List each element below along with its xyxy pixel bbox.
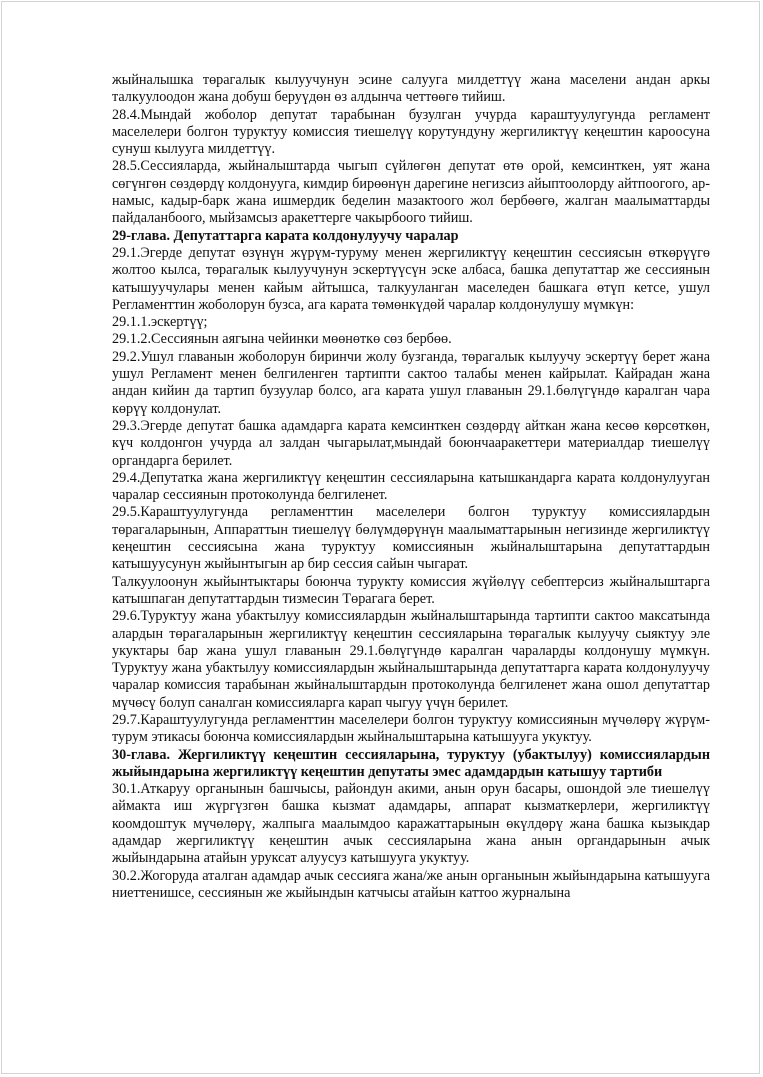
paragraph-28-4: 28.4.Мындай жоболор депутат тарабынан бузулган учурда караштуулугунда регламент маселелери болгон туруктуу комиссия тиешелүү корутундуну жергиликтүү кеңештин кароосуна сунуш кылууга милдеттүү. [112, 106, 710, 158]
paragraph-29-3: 29.3.Эгерде депутат башка адамдарга карата кемсинткен сөздөрдү айткан жана кесөө көрсөткөн, күч колдонгон учурда ал залдан чыгарылат,мындай боюнчааракеттери материалдар тиешелүү органдарга берилет. [112, 417, 710, 469]
paragraph-30-1: 30.1.Аткаруу органынын башчысы, райондун акими, анын орун басары, ошондой эле тиешелүү аймакта иш жүргүзгөн башка кызмат адамдары, аппарат кызматкерлери, жергиликтүү коомдоштук мүчөлөрү, жалпыга маалымдоо каражаттарынын өкүлдөрү жана башка кызыкдар адамдар жергиликтүү кеңештин ачык сессияларына жана анын органдарынын ачык жыйындарына атайын уруксат алуусуз катышууга укуктуу. [112, 781, 710, 867]
document-page [1, 1, 760, 1074]
paragraph-continuation: жыйналышка төрагалык кылуучунун эсине салууга милдеттүү жана маселени андан аркы талкуулоодон жана добуш беруүдөн өз алдынча четтөөгө тийиш. [112, 72, 710, 106]
paragraph-29-7: 29.7.Караштуулугунда регламенттин маселелери болгон туруктуу комиссиянын мүчөлөрү жүрүм-турум этикасы боюнча комиссиялардын жыйналыштарына катышууга укуктуу. [112, 711, 710, 746]
document-body [112, 72, 710, 902]
paragraph-29-4: 29.4.Депутатка жана жергиликтүү кеңештин сессияларына катышкандарга карата колдонулууган чаралар сессиянын протоколунда белгиленет. [112, 469, 710, 504]
chapter-29-heading: 29-глава. Депутаттарга карата колдонулуучу чаралар [112, 227, 459, 244]
paragraph-29-5-continuation: Талкуулоонун жыйынтыктары боюнча турукту комиссия жүйөлүү себептерсиз жыйналыштарга катышпаган депутаттардын тизмесин Төрагага берет. [112, 573, 710, 607]
paragraph-29-5: 29.5.Караштуулугунда регламенттин маселелери болгон туруктуу комиссиялардын төрагаларынын, Аппараттын тиешелүү бөлүмдөрүнүн маалыматтарынын негизинде жергиликтүү кеңештин сессиясына жана туруктуу комиссиянын жыйналыштарына депутаттардын катышуусунун жыйынтыгын ар бир сессия сайын чыгарат. [112, 504, 710, 573]
paragraph-30-2: 30.2.Жогоруда аталган адамдар ачык сессияга жана/же анын органынын жыйындарына катышууга ниеттенишсе, сессиянын же жыйындын катчысы атайын каттоо журналына [112, 867, 710, 901]
paragraph-29-2: 29.2.Ушул главанын жоболорун биринчи жолу бузганда, төрагалык кылуучу эскертүү берет жана ушул Регламент менен белгиленген тартипти сактоо талабы менен кайрылат. Кайрадан жана андан кийин да тартип бузуулар болсо, ага карата ушул главанын 29.1.бөлүгүндө каралган чара көрүү колдонулат. [112, 348, 710, 417]
paragraph-29-1: 29.1.Эгерде депутат өзүнүн жүрүм-турумy менен жергиликтүү кеңештин сессиясын өткөрүүгө жолтоо кылса, төрагалык кылуучунун эскертүүсүн эске албаса, башка депутаттар же сессиянын катышуучулары менен кайым айтышса, талкууланган маселеден башкага өтүп кетсе, ушул Регламенттин жоболорун бузса, ага карата төмөнкүдөй чаралар колдонулушу мүмкүн: [112, 244, 710, 313]
paragraph-29-6: 29.6.Туруктуу жана убактылуу комиссиялардын жыйналыштарында тартипти сактоо максатында алардын төрагаларынын жергиликтүү кеңештин сессияларына төрагалык кылуучу сыяктуу эле укуктары бар жана ушул главанын 29.1.бөлүгүндө каралган чараларды колдонушу мүмкүн. Туруктуу жана убактылуу комиссиялардын жыйналыштарында депутаттарга карата колдонулуучу чаралар комиссия тарабынан жыйналыштардын протоколунда белгиленет жана ошол депутаттар мүчөсү болуп саналган комиссияларга карап чыгуу үчүн берилет. [112, 608, 710, 711]
paragraph-29-1-2: 29.1.2.Сессиянын аягына чейинки мөөнөткө сөз бербөө. [112, 331, 452, 348]
paragraph-28-5: 28.5.Сессияларда, жыйналыштарда чыгып сүйлөгөн депутат өтө орой, кемсинткен, уят жана сөгүнгөн сөздөрдү колдонууга, кимдир бирөөнүн дарегине негизсиз айыптоолорду айтпоогого, ар-намыс, кадыр-барк жана ишмердик беделин мазактоого жол бербөөгө, жалган маалыматтарды пайдаланбоого, мыйзамсыз аракеттерге чакырбоого тийиш. [112, 158, 710, 227]
chapter-30-heading: 30-глава. Жергиликтүү кеңештин сессияларына, туруктуу (убактылуу) комиссиялардын жыйындарына жергиликтүү кеңештин депутаты эмес адамдардын катышуу тартиби [112, 746, 710, 780]
paragraph-29-1-1: 29.1.1.эскертүү; [112, 314, 208, 331]
